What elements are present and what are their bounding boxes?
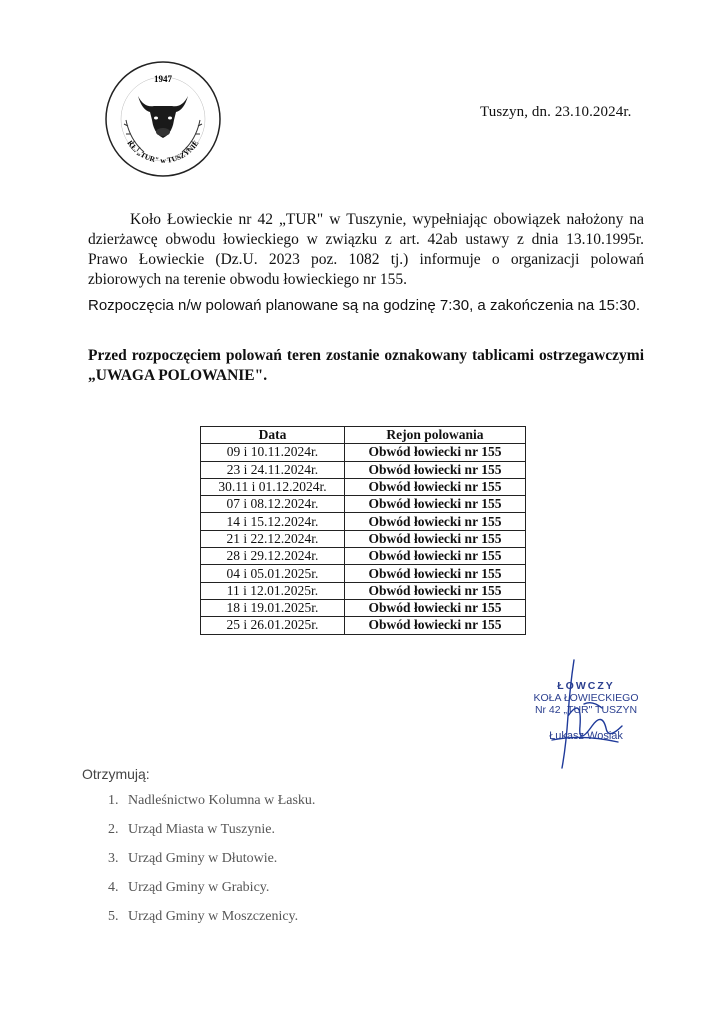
hunting-schedule-table — [200, 426, 526, 635]
table-row — [201, 444, 526, 461]
cell-region: Obwód łowiecki nr 155 — [345, 478, 526, 495]
bull-head-icon — [138, 96, 188, 138]
recipients-list — [82, 792, 315, 937]
cell-date: 30.11 i 01.12.2024r. — [201, 478, 345, 495]
cell-region: Obwód łowiecki nr 155 — [345, 461, 526, 478]
stamp-title: ŁOWCZY — [557, 680, 615, 692]
intro-text: Koło Łowieckie nr 42 „TUR" w Tuszynie, wypełniając obowiązek nałożony na dzierżawcę obwodu łowieckiego w związku z art. 42ab ustawy z dnia 13.10.1995r. Prawo Łowieckie (Dz.U. 2023 poz. 1082 tj.) informuje o organizacji polowań zbiorowych na terenie obwodu łowieckiego nr 155. — [88, 211, 644, 288]
stamp-club-number: Nr 42 „TUR" TUSZYN — [534, 704, 638, 716]
table-row — [201, 513, 526, 530]
cell-date: 11 i 12.01.2025r. — [201, 582, 345, 599]
recipients-heading: Otrzymują: — [82, 766, 150, 782]
hunting-club-seal — [104, 60, 222, 178]
list-item: 4. Urząd Gminy w Grabicy. — [122, 879, 315, 908]
cell-region: Obwód łowiecki nr 155 — [345, 496, 526, 513]
cell-region: Obwód łowiecki nr 155 — [345, 530, 526, 547]
intro-paragraph — [88, 210, 644, 290]
cell-date: 09 i 10.11.2024r. — [201, 444, 345, 461]
hours-paragraph: Rozpoczęcia n/w polowań planowane są na godzinę 7:30, a zakończenia na 15:30. — [88, 297, 641, 314]
table-row — [201, 617, 526, 634]
seal-logo — [104, 60, 222, 178]
table-row — [201, 461, 526, 478]
list-item: 1. Nadleśnictwo Kolumna w Łasku. — [122, 792, 315, 821]
cell-date: 14 i 15.12.2024r. — [201, 513, 345, 530]
cell-date: 07 i 08.12.2024r. — [201, 496, 345, 513]
seal-year: 1947 — [154, 74, 172, 84]
cell-date: 23 i 24.11.2024r. — [201, 461, 345, 478]
place-and-date: Tuszyn, dn. 23.10.2024r. — [480, 104, 632, 120]
cell-region: Obwód łowiecki nr 155 — [345, 513, 526, 530]
table-row — [201, 530, 526, 547]
cell-date: 04 i 05.01.2025r. — [201, 565, 345, 582]
seal-ring-text: KŁ. „TUR" w TUSZYNIE — [125, 138, 201, 165]
table-row — [201, 582, 526, 599]
cell-date: 21 i 22.12.2024r. — [201, 530, 345, 547]
cell-region: Obwód łowiecki nr 155 — [345, 565, 526, 582]
cell-date: 18 i 19.01.2025r. — [201, 599, 345, 616]
list-item: 3. Urząd Gminy w Dłutowie. — [122, 850, 315, 879]
table-row — [201, 496, 526, 513]
cell-region: Obwód łowiecki nr 155 — [345, 582, 526, 599]
cell-region: Obwód łowiecki nr 155 — [345, 599, 526, 616]
table-row — [201, 548, 526, 565]
list-item: 2. Urząd Miasta w Tuszynie. — [122, 821, 315, 850]
cell-date: 25 i 26.01.2025r. — [201, 617, 345, 634]
cell-date: 28 i 29.12.2024r. — [201, 548, 345, 565]
table-header-row — [201, 427, 526, 444]
cell-region: Obwód łowiecki nr 155 — [345, 548, 526, 565]
handwritten-signature — [522, 656, 642, 771]
cell-region: Obwód łowiecki nr 155 — [345, 444, 526, 461]
stamp-organization: KOŁA ŁOWIECKIEGO — [533, 692, 639, 704]
stamp-name: Łukasz Wosiak — [549, 730, 623, 742]
table-row — [201, 599, 526, 616]
table-row — [201, 478, 526, 495]
list-item: 5. Urząd Gminy w Moszczenicy. — [122, 908, 315, 937]
table-row — [201, 565, 526, 582]
column-header-date: Data — [201, 427, 345, 444]
warning-paragraph: Przed rozpoczęciem polowań teren zostanie oznakowany tablicami ostrzegawczymi „UWAGA POLOWANIE". — [88, 347, 644, 384]
column-header-region: Rejon polowania — [345, 427, 526, 444]
recipients-section — [82, 766, 315, 937]
cell-region: Obwód łowiecki nr 155 — [345, 617, 526, 634]
